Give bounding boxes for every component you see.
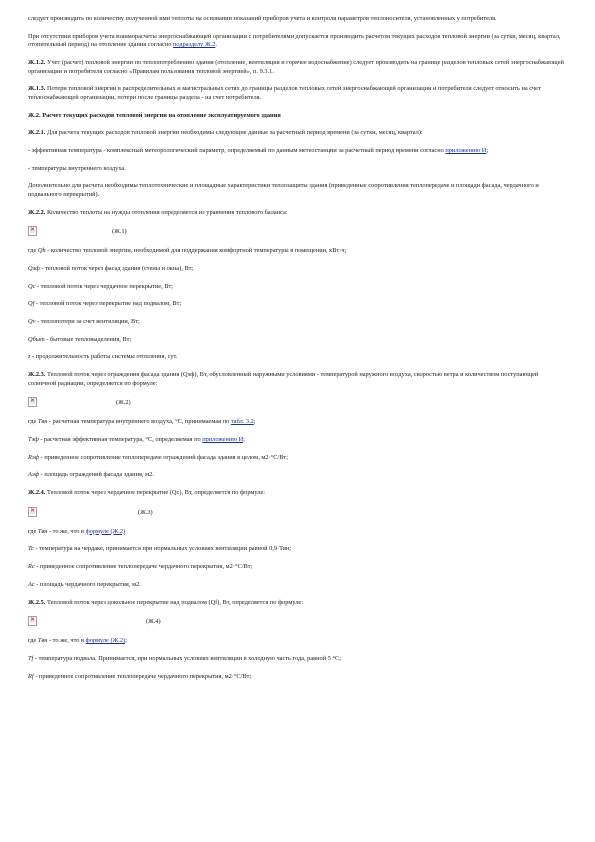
clause-number: Ж.2.4. [28,489,46,497]
formula-number: (Ж.1) [112,228,127,236]
formula-zh4 [28,616,566,628]
link-formula-zh2[interactable]: формуле (Ж.2) [85,637,126,645]
clause-number: Ж.1.3. [28,85,46,93]
link-appendix-i[interactable]: приложению И [202,436,244,444]
variable-symbol: Qh [37,247,46,255]
definition-text: - приведенное сопротивление теплопередаче чердачного перекрытия, м2·°С/Вт; [33,672,252,680]
formula-zh3 [28,507,566,519]
paragraph-text: При отсутствии приборов учета взаиморасчеты энергоснабжающей организации с потребителями допускается производить расчетом текущих расходов тепловой энергии (за сутки, месяц, квартал, отопительный период) на отопление здания согласно [28,32,561,49]
list-item [28,165,566,174]
clause-number: Ж.2.3. [28,371,46,379]
variable-symbol: Tвн [37,418,48,426]
paragraph-text: следует производить по количеству полученной ими теплоты на основании показаний приборов учета и контроля параметров теплоносителя, установленных у потребителя. [28,15,497,22]
definition [28,673,566,682]
definition [28,655,566,664]
paragraph-text: - температуры внутреннего воздуха. [28,164,126,172]
variable-symbol: Tвн [37,527,48,535]
definition [28,318,566,327]
list-item [28,147,566,156]
definition [28,336,566,345]
definition-text: - площадь ограждений фасада здания, м2. [39,471,154,479]
variable-symbol: Qv [28,318,36,325]
formula-zh2 [28,397,566,409]
variable-symbol: Rэф [28,453,40,461]
paragraph-text: . [215,41,217,49]
definition [28,581,566,590]
definition [28,454,566,463]
formula-number: (Ж.4) [146,618,161,626]
clause-zh-2-4 [28,489,566,498]
variable-symbol: Qбыт [28,335,45,343]
definition-text: - температура на чердаке, принимается при нормальных условиях вентиляции равной 0,9·Tвн; [33,545,292,553]
link-appendix-i[interactable]: приложению И [445,146,487,154]
link-formula-zh2[interactable]: формуле (Ж.2) [85,527,126,535]
definition-text: - приведенное сопротивление теплопередаче чердачного перекрытия, м2·°С/Вт; [34,563,253,571]
definition [28,563,566,572]
definition-lead: где [28,247,38,255]
clause-number: Ж.2.2. [28,208,46,216]
definition-text: - тепловой поток через фасад здания (стены и окна), Вт; [39,264,194,272]
clause-number: Ж.2.5. [28,598,46,606]
formula-number: (Ж.2) [116,399,131,407]
paragraph-text: Для расчета текущих расходов тепловой энергии необходимы следующие данные за расчетный период времени (за сутки, месяц, квартал): [45,129,423,137]
link-table-3-2[interactable]: табл. 3.2 [230,418,254,426]
paragraph [28,15,566,24]
definition [28,436,566,445]
definition [28,418,566,427]
definition-lead: где [28,527,38,535]
formula-number: (Ж.3) [138,508,153,516]
variable-symbol: Rc [28,563,35,571]
paragraph-text: Количество теплоты на нужды отопления определяется из уравнения теплового баланса: [45,208,288,216]
definition-text: - количество тепловой энергии, необходимой для поддержания комфортной температуры в помещении, кВт·ч; [45,247,347,255]
definition-text: ; [125,637,127,645]
paragraph-text: Учет (расчет) тепловой энергии по теплопотреблению здания (отопление, вентиляция и горячее водоснабжение) следует производить на границе разделов тепловых сетей энергоснабжающей организации и потребителя согласно «Правилам пользования тепловой энергией», п. 9.3.1. [28,58,564,75]
definition-text: ; [253,418,256,426]
definition-text: - расчетная эффективная температура, °С, определяемая по [38,436,203,444]
clause-zh-2-5 [28,599,566,608]
definition-text: - тепловой поток через чердачное перекрытие, Вт; [35,282,174,290]
definition-lead: где [28,637,38,645]
paragraph-text: Тепловой поток через ограждения фасада здания (Qэф), Вт, обусловленный наружными условиями - температурой наружного воздуха, скоростью ветра и количеством поступающей солнечной радиации, определяется по формуле: [28,371,539,387]
document-body [28,15,566,690]
definition [28,637,566,646]
paragraph-text: Тепловой поток через чердачное перекрытие (Qc), Вт, определяется по формуле: [45,489,266,497]
definition-lead: где [28,418,38,426]
definition-text: - тепловой поток через перекрытие над подвалом, Вт; [34,300,182,308]
clause-zh-1-3 [28,85,566,102]
broken-image-icon [28,616,37,626]
definition-text: - расчетная температура внутреннего воздуха, °С, принимаемая по [47,418,231,426]
variable-symbol: Tэф [28,436,39,444]
clause-number: Ж.1.2. [28,58,46,66]
definition-text: ; [243,436,245,444]
section-heading-text: Ж.2. Расчет текущих расходов тепловой энергии на отопление эксплуатируемого здания [28,111,281,119]
definition [28,265,566,274]
section-heading [28,112,566,121]
variable-symbol: Qэф [28,264,40,272]
variable-symbol: Aэф [28,471,40,479]
link-subsection-zh2[interactable]: подразделу Ж.2 [172,41,216,49]
broken-image-icon [28,226,37,236]
variable-symbol: Qf [28,300,35,308]
paragraph [28,33,566,50]
paragraph-text: ; [486,146,489,154]
definition [28,353,566,362]
definition [28,471,566,480]
clause-zh-2-2 [28,209,566,218]
definition-text: - приведенное сопротивление теплопередаче ограждений фасада здания в целом, м2·°С/Вт; [39,453,288,461]
variable-symbol: Ac [28,580,35,588]
clause-zh-2-3 [28,371,566,388]
definition [28,545,566,554]
paragraph-text: Дополнительно для расчета необходимы теплотехнические и площадные характеристики теплозащиты здания (приведенные сопротивления теплопередаче и площади фасада, чердачного и подвального перекрытий). [28,182,539,198]
variable-symbol: Tвн [37,637,48,645]
broken-image-icon [28,507,37,517]
definition-text: - бытовые тепловыделения, Вт; [44,335,132,343]
paragraph [28,182,566,199]
variable-symbol: Tf [28,654,34,662]
variable-symbol: Qс [28,282,36,290]
variable-symbol: Rf [28,672,34,680]
clause-zh-2-1 [28,129,566,138]
formula-zh1 [28,226,566,238]
variable-symbol: z [28,353,31,361]
definition-text: - теплопотери за счет вентиляции, Вт; [35,318,140,325]
paragraph-text: Потери тепловой энергии в распределительных и магистральных сетях до границы разделов тепловых сетей энергоснабжающей организации и потребителя следует относить на счет теплоснабжающей организации, потери после границы раздела - на счет потребителя. [28,85,541,101]
definition-text: - температура подвала. Принимается, при нормальных условиях вентиляции в холодную часть года, равной 5 °С; [33,654,341,662]
definition [28,247,566,256]
clause-number: Ж.2.1. [28,129,46,137]
variable-symbol: Tc [28,545,34,553]
paragraph-text: - эффективная температура - комплексный метеорологический параметр, определяемый по данным метеостанции за расчетный период времени согласно [28,146,446,154]
definition [28,528,566,537]
paragraph-text: Тепловой поток через цокольное перекрытие над подвалом (Qf), Вт, определяется по формуле: [45,598,303,606]
definition-text: - площадь чердачного перекрытия, м2. [34,580,141,588]
definition-text: - продолжительность работы системы отопления, сут. [30,353,178,361]
definition [28,300,566,309]
definition-text: - то же, что в [47,637,86,645]
broken-image-icon [28,397,37,407]
definition [28,283,566,292]
definition-text: - то же, что в [47,527,86,535]
clause-zh-1-2 [28,59,566,76]
